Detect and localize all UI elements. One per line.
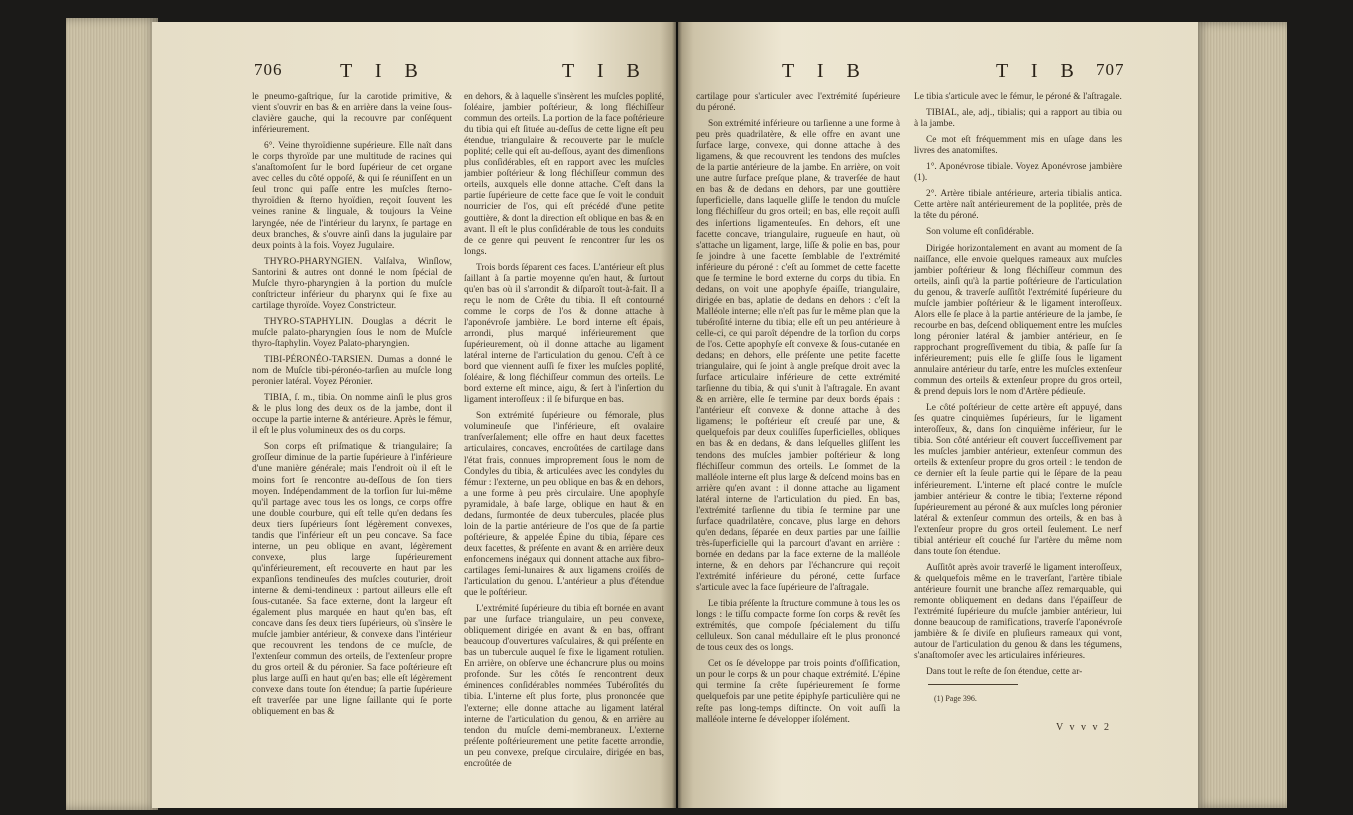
left-page-column-2 — [464, 92, 664, 808]
paragraph: Son extrémité ſupérieure ou fémorale, plus volumineuſe que l'inférieure, eſt ovalaire tranſverſalement; elle offre en haut deux facettes articulaires, concaves, encroûtées de cartilage dans l'état frais, connues improprement ſous le nom de Condyles du tibia, & articulées avec les condyles du fémur : l'externe, un peu oblique en bas & en dehors, a une forme à peu près circulaire. Une apophyſe pyramidale, à baſe large, oblique en haut & en dedans, ſurmontée de deux tubercules, placée plus loin de la partie antérieure de l'os que de ſa partie poſtérieure, & appelée Épine du tibia, ſépare ces deux facettes, & préſente en avant & en arrière deux enfoncemens inégaux qui donnent attache aux fibro-cartilages ſemi-lunaires & aux ligamens croiſés de l'articulation du genou. L'antérieur a plus d'étendue que le poſtérieur. — [464, 411, 664, 599]
paragraph: 1°. Aponévrose tibiale. Voyez Aponévrose jambière (1). — [914, 162, 1122, 184]
paragraph: Dirigée horizontalement en avant au moment de ſa naiſſance, elle envoie quelques rameaux aux muſcles jambier poſtérieur & long fléchiſſeur commun des orteils, ainſi qu'à la partie poſtérieure de l'articulation du genou, & traverſe auſſitôt l'extrémité ſupérieure du muſcle jambier poſtérieur & le ligament interoſſeux. Alors elle ſe place à la partie antérieure de la jambe, ſe recourbe en bas, deſcend obliquement entre les muſcles long péronier latéral & jambier antérieur, en ſe rapprochant progreſſivement du tibia, & paſſe ſur ſa inférieurement; puis elle ſe gliſſe ſous le ligament annulaire antérieur du tarſe, entre les muſcles extenſeur commun des orteils & extenſeur propre du gros orteil, & prend depuis lors le nom d'Artère pédieuſe. — [914, 243, 1122, 398]
running-head-left-2: T I B — [562, 60, 649, 82]
right-page — [678, 22, 1198, 808]
paragraph: THYRO-STAPHYLIN. Douglas a décrit le muſcle palato-pharyngien ſous le nom de Muſcle thyro-ſtaphylin. Voyez Palato-pharyngien. — [252, 316, 452, 349]
book-gutter — [672, 22, 682, 808]
paragraph: en dehors, & à laquelle s'insèrent les muſcles poplité, ſoléaire, jambier poſtérieur, & long fléchiſſeur commun des orteils. La portion de la face poſtérieure du tibia qui eſt ſituée au-deſſus de cette ligne eſt peu étendue, triangulaire & recouverte par le muſcle poplité; celle qui eſt au-deſſous, ayant des dimenſions plus conſidérables, eſt en rapport avec les muſcles jambier poſtérieur & long fléchiſſeur commun des orteils, auxquels elle donne attache. C'eſt dans la partie ſupérieure de cette face que ſe voit le conduit nourricier de l'os, qui eſt précédé d'une petite gouttière, & dont la direction eſt oblique en bas & en avant. Il eſt le plus conſidérable de tous les conduits de ce genre qui peuvent ſe rencontrer ſur les os longs. — [464, 92, 664, 257]
running-head-left-1: T I B — [340, 60, 427, 82]
left-page-column-1 — [252, 92, 452, 808]
left-page-edges — [66, 18, 158, 810]
paragraph: Dans tout le reſte de ſon étendue, cette ar- — [926, 667, 1083, 676]
paragraph: le pneumo-gaſtrique, ſur la carotide primitive, & vient s'ouvrir en bas & en arrière dans la veine ſous-clavière gauche, qui la recouvre par conſéquent inférieurement. — [252, 92, 452, 136]
running-head-right-2: T I B — [996, 60, 1083, 82]
paragraph: 6°. Veine thyroïdienne supérieure. Elle naît dans le corps thyroïde par une multitude de racines qui s'anaſtomoſent ſur le bord ſupérieur de cet organe avec celles du côté oppoſé, & qui ſe réuniſſent en un ſeul tronc qui paſſe entre les muſcles ſterno-thyroïdien & ſterno hyoïdien, reçoit ſouvent les veines ranine & linguale, & toujours la Veine laryngée, née de l'intérieur du larynx, ſe partage en deux branches, & s'ouvre ainſi dans la jugulaire par deux points à la fois. Voyez Jugulaire. — [252, 141, 452, 251]
paragraph: Le côté poſtérieur de cette artère eſt appuyé, dans ſes quatre cinquièmes ſupérieurs, ſur le ligament interoſſeux, &, dans ſon cinquième inférieur, ſur le tibia. Son côté antérieur eſt couvert ſucceſſivement par les muſcles jambier antérieur, extenſeur commun des orteils & extenſeur propre du gros orteil : le tendon de ce dernier eſt la ſeule partie qui le ſépare de la peau inférieurement. L'interne eſt placé contre le muſcle jambier antérieur & contre le tibia; l'externe répond ſupérieurement au péroné & aux muſcles long péronier latéral & extenſeur commun des orteils, & en bas à l'extenſeur propre du gros orteil ſeulement. Le nerf tibial antérieur eſt couché ſur l'artère du même nom dans toute ſon étendue. — [914, 403, 1122, 557]
paragraph: 2°. Artère tibiale antérieure, arteria tibialis antica. Cette artère naît antérieurement de la poplitée, près de la tête du péroné. — [914, 189, 1122, 222]
right-page-edges — [1195, 22, 1287, 808]
left-page — [152, 22, 676, 808]
paragraph: cartilage pour s'articuler avec l'extrémité ſupérieure du péroné. — [696, 92, 900, 114]
page-number-left: 706 — [254, 60, 283, 79]
paragraph: L'extrémité ſupérieure du tibia eſt bornée en avant par une ſurface triangulaire, un peu convexe, obliquement dirigée en avant & en bas, offrant beaucoup d'ouvertures vaſculaires, & qui préſente en bas un tubercule auquel ſe fixe le ligament rotulien. En arrière, on obſerve une échancrure plus ou moins profonde. Sur les côtés ſe rencontrent deux éminences conſidérables nommées Tubéroſités du tibia. L'interne eſt plus forte, plus prononcée que l'externe; elle donne attache au ligament latéral interne de l'articulation du genou, & en arrière au tendon du muſcle demi-membraneux. L'externe préſente poſtérieurement une petite facette arrondie, un peu convexe, preſque circulaire, dirigée en bas, encroûtée de — [464, 604, 664, 769]
paragraph: Le tibia s'articule avec le fémur, le péroné & l'aſtragale. — [914, 92, 1122, 102]
paragraph: Son volume eſt conſidérable. — [926, 227, 1034, 238]
paragraph: Cet os ſe développe par trois points d'oſſification, un pour le corps & un pour chaque extrémité. L'épine qui termine ſa crête ſupérieurement ſe forme quelquefois par une petite épiphyſe particulière qui ne reſte pas long-temps diſtincte. On voit auſſi la malléole interne ſe développer iſolément. — [696, 659, 900, 725]
paragraph: TIBI-PÉRONÉO-TARSIEN. Dumas a donné le nom de Muſcle tibi-péronéo-tarſien au muſcle long peronier latéral. Voyez Péronier. — [252, 355, 452, 388]
right-page-header — [678, 60, 1198, 82]
right-page-column-2 — [914, 92, 1122, 676]
paragraph: Ce mot eſt fréquemment mis en uſage dans les livres des anatomiſtes. — [914, 135, 1122, 157]
paragraph: TIBIA, ſ. m., tibia. On nomme ainſi le plus gros & le plus long des deux os de la jambe, dont il occupe la partie interne & antérieure. Après le fémur, il eſt le plus volumineux des os du corps. — [252, 393, 452, 437]
left-page-header — [152, 60, 676, 82]
paragraph: TIBIAL, ale, adj., tibialis; qui a rapport au tibia ou à la jambe. — [914, 108, 1122, 130]
right-page-column-1 — [696, 92, 900, 808]
paragraph: Son extrémité inférieure ou tarſienne a une forme à peu près quadrilatère, & elle offre en avant une ſurface large, convexe, qui donne attache à des ligamens, & que recouvrent les tendons des muſcles de la partie antérieure de la jambe. En arrière, on voit une autre ſurface preſque plane, & traverſée de haut en bas & de dedans en dehors, par une gouttière ſuperficielle, dans laquelle gliſſe le tendon du muſcle long fléchiſſeur du gros orteil; en bas, elle reçoit auſſi des inſertions ligamenteuſes. En dehors, eſt une facette concave, triangulaire, rugueuſe en haut, où s'attache un ligament, large, liſſe & polie en bas, pour ſe joindre à une facette ſemblable de l'extrémité inférieure du péroné : c'eſt au ſommet de cette facette que ſe termine le bord externe du corps du tibia. En dedans, on voit une apophyſe épaiſſe, triangulaire, dirigée en bas, aplatie de dedans en dehors : c'eſt la Malléole interne; elle n'eſt pas ſur le même plan que la tubéroſité interne du tibia; elle eſt un peu antérieure à celle-ci, ce qui paroît dépendre de la torſion du corps de l'os. Cette apophyſe eſt convexe & ſous-cutanée en dedans; en dehors, elle préſente une petite facette triangulaire, qui ſe joint à angle preſque droit avec la ſurface articulaire inférieure de cette extrémité tarſienne du tibia, & qui s'unit à l'aſtragale. En avant & en arrière, elle ſe termine par deux bords épais : l'antérieur eſt convexe & donne attache à des ligamens; le poſtérieur eſt creuſé par une, & quelquefois par deux couliſſes ſuperficielles, obliques en bas & en dedans, & dans leſquelles gliſſent les tendons des muſcles jambier poſtérieur & long fléchiſſeur commun des orteils. Le ſommet de la malléole interne eſt plus large & deſcend moins bas en arrière qu'en avant : il donne attache au ligament latéral interne de l'articulation du pied. En bas, l'extrémité tarſienne du tibia ſe termine par une ſurface quadrilatère, concave, plus large en dehors qu'en dedans, ſéparée en deux parties par une ſaillie très-ſuperficielle qui la parcourt d'avant en arrière : bornée en dedans par la face externe de la malléole interne, & en dehors par l'échancrure qui reçoit l'extrémité inférieure du péroné, cette ſurface s'articule avec la face ſupérieure de l'aſtragale. — [696, 119, 900, 594]
footnote: (1) Page 396. — [934, 694, 977, 703]
signature-mark: V v v v 2 — [1056, 722, 1112, 733]
footnote-rule — [928, 684, 1018, 685]
paragraph: Son corps eſt priſmatique & triangulaire; ſa groſſeur diminue de la partie ſupérieure à l'inférieure d'une manière générale; mais l'endroit où il eſt le moins fort ſe rencontre au-deſſous de ſon tiers moyen. Indépendamment de la torſion ſur lui-même qu'il partage avec tous les os longs, ce corps offre une double courbure, qui eſt telle qu'en dedans ſes deux tiers ſupérieurs ſont légèrement convexes, tandis que l'inférieur eſt un peu concave. Sa face interne, un peu oblique en avant, légèrement convexe, plus large ſupérieurement qu'inférieurement, eſt recouverte en haut par les expanſions tendineuſes des muſcles couturier, droit interne & demi-tendineux : partout ailleurs elle eſt ſous-cutanée. Sa face externe, dont la largeur eſt également plus marquée en haut qu'en bas, eſt concave dans ſes deux tiers ſupérieurs, où s'insère le muſcle jambier antérieur, & convexe dans l'intérieur que recouvrent les tendons de ce muſcle, de l'extenſeur commun des orteils, de l'extenſeur propre du gros orteil & du péronier. Sa face poſtérieure eſt plus large auſſi en haut qu'en bas; elle eſt légèrement convexe dans toute ſon étendue; ſa partie ſupérieure eſt traverſée par une ligne ſaillante qui ſe porte obliquement en bas & — [252, 442, 452, 718]
paragraph: Auſſitôt après avoir traverſé le ligament interoſſeux, & quelquefois même en le traverſant, l'artère tibiale antérieure fournit une branche aſſez remarquable, qui remonte obliquement en dedans dans l'épaiſſeur de l'extrémité ſupérieure du muſcle jambier antérieur, lui donne beaucoup de ramifications, traverſe l'aponévroſe jambière & ſe diviſe en pluſieurs rameaux qui vont, autour de l'articulation du genou & dans les tégumens, s'anaſtomoſer avec les articulaires inférieures. — [914, 562, 1122, 662]
paragraph: Trois bords ſéparent ces faces. L'antérieur eſt plus ſaillant à ſa partie moyenne qu'en haut, & ſurtout qu'en bas où il s'arrondit & diſparoît tout-à-fait. Il a reçu le nom de Crête du tibia. Il eſt contourné comme le corps de l'os & donne attache à l'aponévroſe jambière. Le bord interne eſt épais, arrondi, plus marqué inférieurement que ſupérieurement, où il donne attache au ligament latéral interne de l'articulation du genou. C'eſt à ce bord que viennent auſſi ſe fixer les muſcles poplité, ſoléaire, & long fléchiſſeur commun des orteils. Le bord externe eſt mince, aigu, & ſert à l'inſertion du ligament interoſſeux : il ſe bifurque en bas. — [464, 262, 664, 406]
page-number-right: 707 — [1096, 60, 1125, 79]
paragraph: Le tibia préſente la ſtructure commune à tous les os longs : le tiſſu compacte forme ſon corps & revêt ſes extrémités, que compoſe ſpécialement du tiſſu celluleux. Son canal médullaire eſt le plus prononcé de tous ceux des os longs. — [696, 599, 900, 654]
running-head-right-1: T I B — [782, 60, 869, 82]
paragraph: THYRO-PHARYNGIEN. Valſalva, Winſlow, Santorini & autres ont donné le nom ſpécial de Muſcle thyro-pharyngien à la portion du muſcle conſtricteur inférieur du pharynx qui ſe fixe au cartilage thyroïde. Voyez Constricteur. — [252, 256, 452, 311]
